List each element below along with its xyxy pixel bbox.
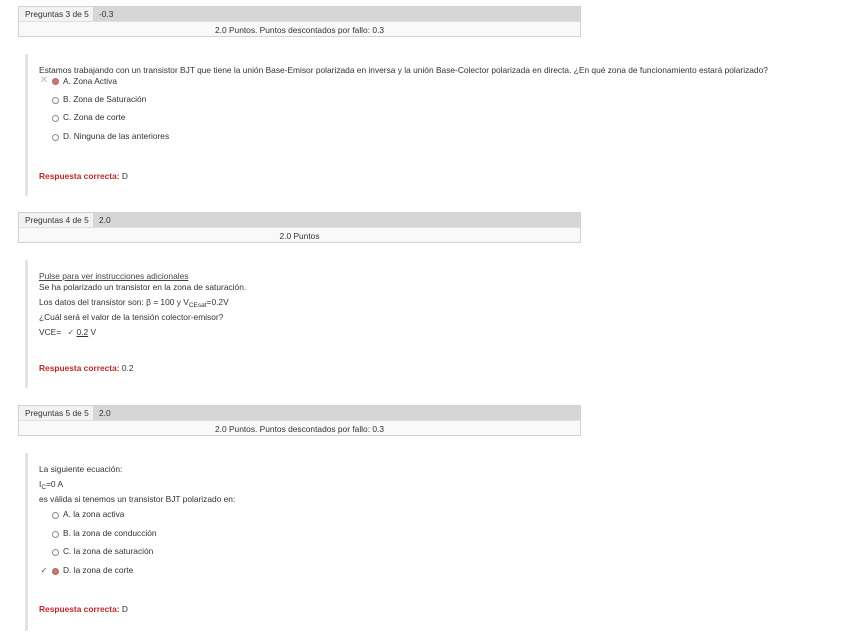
q5-line-3: es válida si tenemos un transistor BJT polarizado en: xyxy=(39,494,236,504)
q3-correct-answer xyxy=(39,171,128,181)
q4-answer-input[interactable]: 0.2 xyxy=(76,327,89,337)
q3-option-a-label: A. Zona Activa xyxy=(63,75,117,86)
q5-points-text: 2.0 Puntos. Puntos descontados por fallo: 0.3 xyxy=(19,420,580,435)
q5-option-c[interactable] xyxy=(28,546,153,556)
q5-question-number: Preguntas 5 de 5 xyxy=(19,406,93,420)
q4-header xyxy=(18,212,581,243)
q4-score: 2.0 xyxy=(99,215,111,225)
q5-correct-answer xyxy=(39,604,128,614)
q3-option-a[interactable] xyxy=(28,75,117,86)
q5-score: 2.0 xyxy=(99,408,111,418)
q4-body xyxy=(25,260,765,388)
q3-option-d[interactable] xyxy=(28,131,169,141)
q3-option-d-label: D. Ninguna de las anteriores xyxy=(63,131,170,141)
q3-points-text: 2.0 Puntos. Puntos descontados por fallo: 0.3 xyxy=(19,21,580,36)
q4-correct-value: 0.2 xyxy=(119,363,134,373)
q5-equation: $I_C=0$ A xyxy=(39,479,64,491)
q4-correct-label: Respuesta correcta: xyxy=(39,363,120,373)
q5-option-a[interactable] xyxy=(28,509,124,519)
q3-question-text: Estamos trabajando con un transistor BJT que tiene la unión Base-Emisor polarizada en inversa y la unión Base-Colector polarizada en directa. ¿En qué zona de funcionamiento estará polarizado? xyxy=(39,65,768,75)
q3-body xyxy=(25,54,768,196)
correct-check-icon: ✓ xyxy=(40,565,48,575)
q4-points-text: 2.0 Puntos xyxy=(19,227,580,242)
radio-icon[interactable] xyxy=(52,531,59,538)
q5-option-b-label: B. la zona de conducción xyxy=(63,528,157,538)
instructions-link[interactable]: Pulse para ver instrucciones adicionales xyxy=(39,271,189,281)
q3-header xyxy=(18,6,581,37)
q4-answer xyxy=(39,327,96,337)
q5-option-a-label: A. la zona activa xyxy=(63,509,125,519)
q5-option-d-label: D. la zona de corte xyxy=(63,565,134,575)
q5-header xyxy=(18,405,581,436)
q3-option-c-label: C. Zona de corte xyxy=(63,112,126,122)
radio-icon[interactable] xyxy=(52,512,59,519)
radio-icon[interactable] xyxy=(52,549,59,556)
q5-correct-value: D xyxy=(119,604,128,614)
radio-icon[interactable] xyxy=(52,97,59,104)
q5-line-1: La siguiente ecuación: xyxy=(39,464,123,474)
q5-option-d[interactable] xyxy=(28,565,133,575)
q5-option-c-label: C. la zona de saturación xyxy=(63,546,154,556)
q4-question-number: Preguntas 4 de 5 xyxy=(19,213,93,227)
q3-option-b-label: B. Zona de Saturación xyxy=(63,94,147,104)
q4-line-3: ¿Cuál será el valor de la tensión colector-emisor? xyxy=(39,312,224,322)
q4-correct-answer xyxy=(39,363,134,373)
radio-icon[interactable] xyxy=(52,115,59,122)
q3-question-number: Preguntas 3 de 5 xyxy=(19,7,93,21)
q4-line-2: Los datos del transistor son: β = 100 y $V_{CEsat}=0.2V$ xyxy=(39,297,229,309)
correct-check-icon: ✓ xyxy=(67,328,75,337)
radio-selected-icon[interactable] xyxy=(52,78,59,85)
q5-option-b[interactable] xyxy=(28,528,157,538)
q3-correct-value: D xyxy=(119,171,128,181)
q3-correct-label: Respuesta correcta: xyxy=(39,171,120,181)
radio-icon[interactable] xyxy=(52,134,59,141)
q5-body xyxy=(25,453,765,631)
incorrect-icon: ✕ xyxy=(39,75,49,86)
q5-correct-label: Respuesta correcta: xyxy=(39,604,120,614)
q4-answer-prefix: VCE= xyxy=(39,327,62,337)
q3-score: -0.3 xyxy=(99,9,114,19)
radio-selected-icon[interactable] xyxy=(52,568,59,575)
q4-line-1: Se ha polarizado un transistor en la zona de saturación. xyxy=(39,282,247,292)
q3-option-c[interactable] xyxy=(28,112,125,122)
q3-option-b[interactable] xyxy=(28,94,146,104)
q4-answer-unit: V xyxy=(88,327,97,337)
